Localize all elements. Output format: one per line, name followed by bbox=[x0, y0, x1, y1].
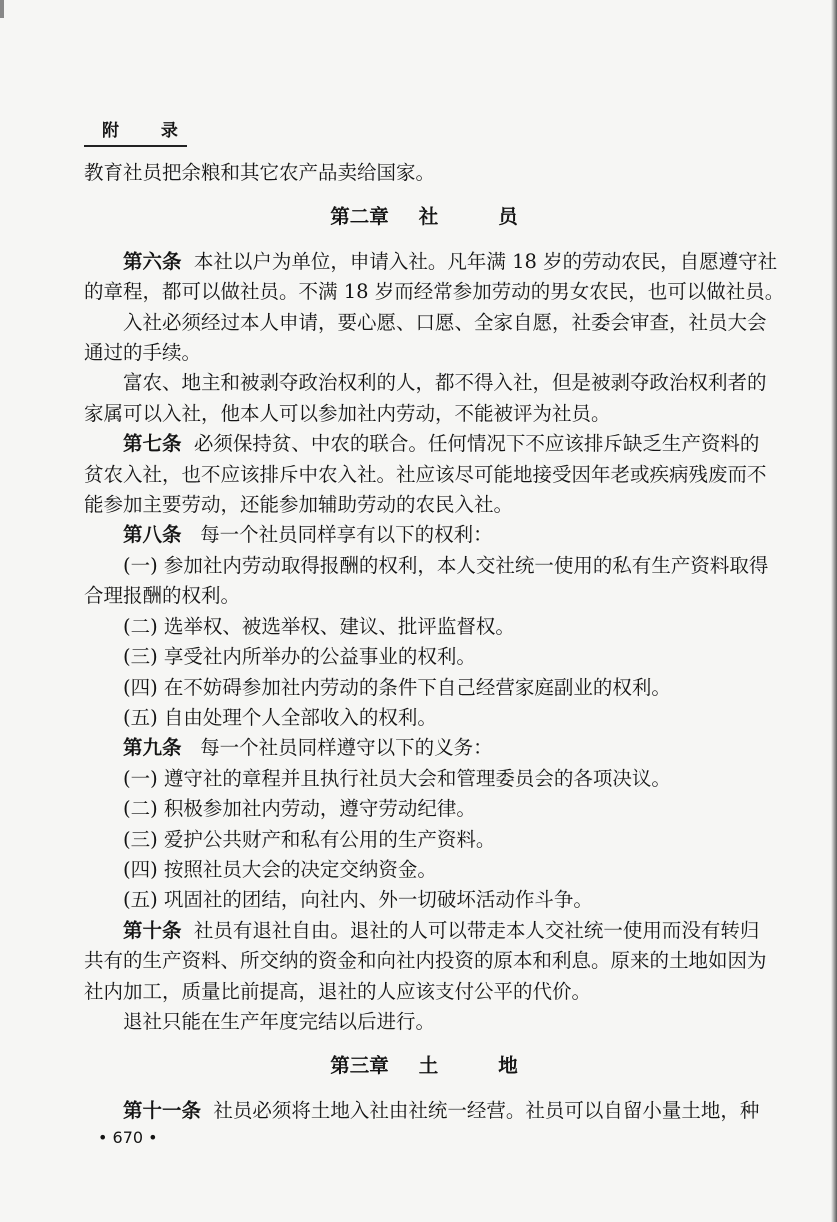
chapter-heading-3 bbox=[84, 1051, 764, 1081]
text-line: 贫农入社，也不应该排斥中农入社。社应该尽可能地接受因年老或疾病残废而不 bbox=[84, 462, 767, 486]
list-item: (三) 享受社内所举办的公益事业的权利。 bbox=[123, 645, 476, 669]
text-line: 社内加工，质量比前提高，退社的人应该支付公平的代价。 bbox=[84, 979, 592, 1003]
list-item: (四) 按照社员大会的决定交纳资金。 bbox=[123, 857, 437, 881]
text-line: 富农、地主和被剥夺政治权利的人，都不得入社，但是被剥夺政治权利者的 bbox=[123, 371, 767, 395]
article-label: 第九条 bbox=[123, 736, 182, 760]
list-item: (一) 遵守社的章程并且执行社员大会和管理委员会的各项决议。 bbox=[123, 766, 671, 790]
article-9-line-1 bbox=[84, 733, 764, 763]
article-label: 第七条 bbox=[123, 432, 182, 456]
text-line: 共有的生产资料、所交纳的资金和向社内投资的原本和利息。原来的土地如因为 bbox=[84, 949, 767, 973]
article-11-line-1 bbox=[84, 1096, 764, 1126]
chapter-title-char: 土 bbox=[418, 1054, 439, 1078]
article-text: 必须保持贫、中农的联合。任何情况下不应该排斥缺乏生产资料的 bbox=[193, 432, 760, 456]
text-line: 入社必须经过本人申请，要心愿、口愿、全家自愿，社委会审查，社员大会 bbox=[123, 310, 767, 334]
list-item: (五) 巩固社的团结，向社内、外一切破坏活动作斗争。 bbox=[123, 888, 593, 912]
list-item: (五) 自由处理个人全部收入的权利。 bbox=[123, 705, 437, 729]
list-item: (二) 积极参加社内劳动，遵守劳动纪律。 bbox=[123, 797, 476, 821]
article-text: 每一个社员同样享有以下的权利： bbox=[200, 523, 493, 547]
text-line: 教育社员把余粮和其它农产品卖给国家。 bbox=[84, 161, 436, 184]
text-line: 合理报酬的权利。 bbox=[84, 584, 241, 608]
chapter-title-char: 员 bbox=[498, 205, 518, 229]
article-6-line-1 bbox=[84, 247, 778, 277]
article-7-line-1 bbox=[84, 429, 764, 459]
text-line: 能参加主要劳动，还能参加辅助劳动的农民入社。 bbox=[84, 493, 514, 517]
article-label: 第十条 bbox=[123, 918, 182, 942]
text-line: 退社只能在生产年度完结以后进行。 bbox=[123, 1009, 436, 1033]
chapter-number: 第三章 bbox=[330, 1054, 389, 1078]
article-text: 本社以户为单位，申请入社。凡年满 18 岁的劳动农民，自愿遵守社 bbox=[193, 249, 778, 273]
running-header: 附 录 bbox=[102, 121, 196, 141]
article-text: 社员必须将土地入社由社统一经营。社员可以自留小量土地，种 bbox=[213, 1098, 760, 1122]
article-text: 每一个社员同样遵守以下的义务： bbox=[200, 736, 493, 760]
list-item: (四) 在不妨碍参加社内劳动的条件下自己经营家庭副业的权利。 bbox=[123, 675, 671, 699]
list-item: (二) 选举权、被选举权、建议、批评监督权。 bbox=[123, 614, 515, 638]
text-line: 的章程，都可以做社员。不满 18 岁而经常参加劳动的男女农民，也可以做社员。 bbox=[84, 280, 785, 304]
chapter-title-char: 地 bbox=[498, 1054, 518, 1078]
article-text: 社员有退社自由。退社的人可以带走本人交社统一使用而没有转归 bbox=[193, 918, 760, 942]
list-item: (三) 爱护公共财产和私有公用的生产资料。 bbox=[123, 827, 496, 851]
header-rule bbox=[84, 145, 187, 147]
scan-edge-mark bbox=[0, 0, 4, 18]
article-label: 第十一条 bbox=[123, 1098, 202, 1122]
text-line: 家属可以入社，他本人可以参加社内劳动，不能被评为社员。 bbox=[84, 401, 611, 425]
text-line: 通过的手续。 bbox=[84, 341, 202, 365]
article-label: 第八条 bbox=[123, 523, 182, 547]
page-number: • 670 • bbox=[98, 1128, 158, 1147]
article-8-line-1 bbox=[84, 520, 764, 550]
list-item: (一) 参加社内劳动取得报酬的权利，本人交社统一使用的私有生产资料取得 bbox=[123, 553, 769, 577]
chapter-heading-2 bbox=[84, 202, 764, 232]
scan-edge-shadow bbox=[831, 0, 837, 1222]
article-label: 第六条 bbox=[123, 249, 182, 273]
article-10-line-1 bbox=[84, 916, 764, 946]
page-body bbox=[84, 158, 785, 1126]
chapter-title-char: 社 bbox=[418, 205, 439, 229]
chapter-number: 第二章 bbox=[330, 205, 389, 229]
